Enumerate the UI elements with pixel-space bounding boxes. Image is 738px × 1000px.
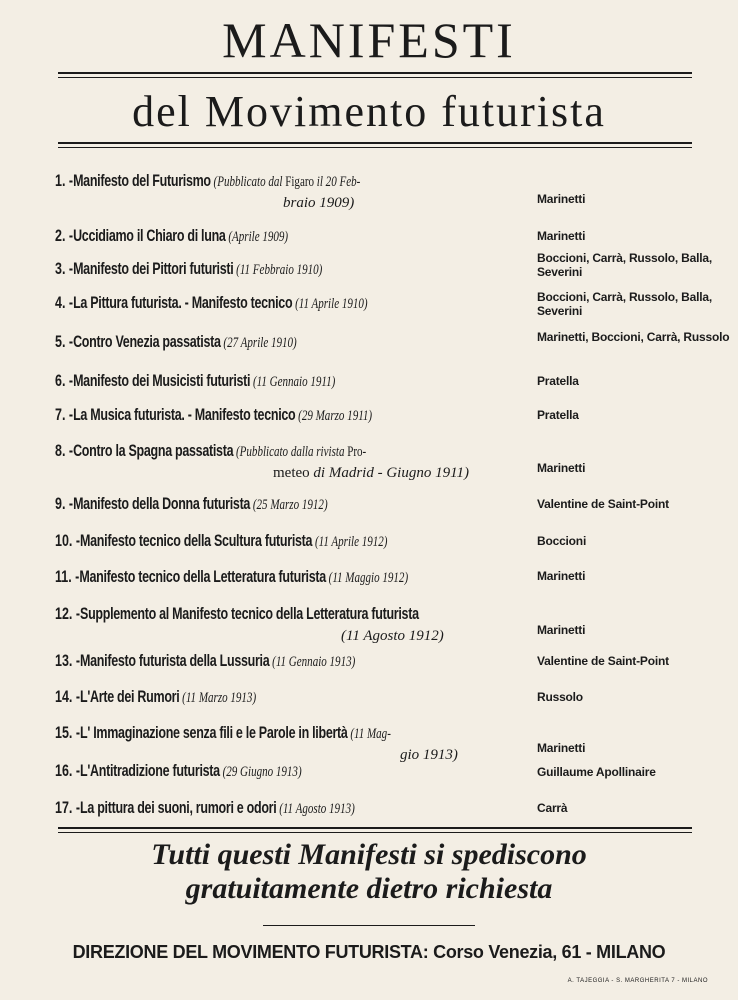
manifesto-number: 17. - <box>55 798 81 817</box>
poster-title: MANIFESTI <box>222 12 516 68</box>
manifesto-note: (27 Aprile 1910) <box>220 335 297 351</box>
manifesto-title: L'Arte dei Rumori <box>80 687 180 706</box>
manifesto-number: 3. - <box>55 259 74 278</box>
manifesto-number: 8. - <box>55 441 74 460</box>
manifesto-number: 11. - <box>55 567 80 586</box>
manifesto-number: 14. - <box>55 687 81 706</box>
manifesto-number: 4. - <box>55 293 74 312</box>
manifesto-title: Manifesto tecnico della Letteratura futurista <box>79 567 326 586</box>
manifesto-note: (11 Aprile 1912) <box>312 534 388 550</box>
manifesto-line <box>55 331 533 354</box>
manifesto-line <box>55 760 533 783</box>
manifesto-note-continued: meteo di Madrid - Giugno 1911) <box>273 465 469 481</box>
manifesto-number: 9. - <box>55 494 74 513</box>
manifesto-number: 12. - <box>55 604 81 623</box>
manifesto-line <box>55 530 533 553</box>
manifesto-number: 1. - <box>55 171 74 190</box>
manifesto-note-continued: braio 1909) <box>283 195 355 211</box>
manifesto-note: (11 Febbraio 1910) <box>233 262 323 278</box>
manifesto-number: 6. - <box>55 371 74 390</box>
title-rule-bottom <box>58 77 692 78</box>
manifesto-title: L' Immaginazione senza fili e le Parole in libertà <box>80 723 348 742</box>
manifesto-author: Boccioni, Carrà, Russolo, Balla, Severini <box>537 290 712 318</box>
poster-subtitle: del Movimento futurista <box>132 87 606 136</box>
manifesto-line <box>55 404 533 427</box>
manifesto-author: Marinetti, Boccioni, Carrà, Russolo <box>537 330 730 344</box>
manifesto-note: (29 Marzo 1911) <box>295 408 373 424</box>
manifesto-note-continued: gio 1913) <box>400 747 458 763</box>
manifesto-note: (29 Giugno 1913) <box>219 764 302 780</box>
manifesto-author: Marinetti <box>537 461 586 475</box>
manifesto-line <box>55 225 533 248</box>
manifesto-line <box>55 493 533 516</box>
manifesto-author: Marinetti <box>537 569 586 583</box>
manifesto-title: Manifesto del Futurismo <box>73 171 211 190</box>
manifesto-title: L'Antitradizione futurista <box>80 761 220 780</box>
manifesto-line <box>55 722 533 745</box>
manifesto-author: Pratella <box>537 408 579 422</box>
manifesto-number: 13. - <box>55 651 81 670</box>
manifesto-author: Boccioni <box>537 534 587 548</box>
manifesto-line <box>55 258 533 281</box>
manifesto-note: (11 Mag- <box>347 726 391 742</box>
manifesto-author: Marinetti <box>537 192 586 206</box>
manifesto-author: Guillaume Apollinaire <box>537 765 656 779</box>
manifesto-author: Pratella <box>537 374 579 388</box>
manifesto-note: (Aprile 1909) <box>225 229 289 245</box>
manifesto-line <box>55 292 533 315</box>
list-end-rule-top <box>58 827 692 829</box>
manifesto-note: (11 Agosto 1913) <box>276 801 355 817</box>
footer-notice <box>0 838 738 906</box>
subtitle-rule-top <box>58 142 692 144</box>
manifesto-author: Boccioni, Carrà, Russolo, Balla, Severini <box>537 251 712 279</box>
manifesto-line <box>55 686 533 709</box>
manifesto-note: (11 Marzo 1913) <box>179 690 257 706</box>
footer-divider <box>263 925 475 926</box>
manifesto-title: Uccidiamo il Chiaro di luna <box>73 226 226 245</box>
manifesto-line <box>55 566 533 589</box>
manifesto-title: Manifesto dei Musicisti futuristi <box>73 371 251 390</box>
manifesto-number: 5. - <box>55 332 74 351</box>
manifesto-title: Supplemento al Manifesto tecnico della Letteratura futurista <box>80 604 419 623</box>
manifesto-number: 15. - <box>55 723 81 742</box>
manifesto-note-source: Figaro <box>285 174 315 190</box>
manifesto-author: Valentine de Saint-Point <box>537 497 669 511</box>
manifesto-author: Russolo <box>537 690 583 704</box>
manifesto-note: (Pubblicato dal Figaro il 20 Feb- <box>210 174 361 190</box>
manifesto-note: (11 Gennaio 1911) <box>250 374 336 390</box>
manifesto-line <box>55 440 533 463</box>
manifesto-number: 16. - <box>55 761 81 780</box>
manifesto-title: La Pittura futurista. - Manifesto tecnico <box>73 293 293 312</box>
manifesto-title: Manifesto della Donna futurista <box>73 494 251 513</box>
manifesto-title: Manifesto dei Pittori futuristi <box>73 259 234 278</box>
printer-credit: A. TAJEGGIA - S. MARGHERITA 7 - MILANO <box>567 978 708 984</box>
manifesto-note: (11 Maggio 1912) <box>325 570 409 586</box>
manifesto-note: (11 Gennaio 1913) <box>269 654 356 670</box>
manifesto-author: Marinetti <box>537 229 586 243</box>
manifesto-note-source: meteo <box>273 465 310 481</box>
manifesto-title: Contro la Spagna passatista <box>73 441 234 460</box>
manifesto-author: Marinetti <box>537 741 586 755</box>
manifesto-title: Manifesto futurista della Lussuria <box>80 651 270 670</box>
footer-notice-line1: Tutti questi Manifesti si spediscono <box>151 838 587 871</box>
manifesto-note: (Pubblicato dalla rivista Pro- <box>233 444 367 460</box>
manifesto-author: Valentine de Saint-Point <box>537 654 669 668</box>
footer-notice-line2: gratuitamente dietro richiesta <box>185 872 553 905</box>
direction-address: DIREZIONE DEL MOVIMENTO FUTURISTA: Corso Venezia, 61 - MILANO <box>72 942 666 962</box>
manifesto-author: Marinetti <box>537 623 586 637</box>
manifesto-note: (25 Marzo 1912) <box>250 497 328 513</box>
manifesto-number: 2. - <box>55 226 74 245</box>
manifesto-line <box>55 170 533 193</box>
manifesto-title: Manifesto tecnico della Scultura futurista <box>80 531 313 550</box>
manifesto-title: Contro Venezia passatista <box>73 332 221 351</box>
manifesto-title: La pittura dei suoni, rumori e odori <box>80 798 277 817</box>
list-end-rule-bottom <box>58 832 692 833</box>
manifesto-line <box>55 603 533 626</box>
manifesto-line <box>55 370 533 393</box>
subtitle-rule-bottom <box>58 147 692 148</box>
manifesto-number: 7. - <box>55 405 74 424</box>
manifesto-note-source: Pro- <box>347 444 367 460</box>
manifesto-line <box>55 650 533 673</box>
manifesto-note-continued: (11 Agosto 1912) <box>341 628 444 644</box>
manifesto-title: La Musica futurista. - Manifesto tecnico <box>73 405 296 424</box>
manifesto-line <box>55 797 533 820</box>
manifesto-number: 10. - <box>55 531 81 550</box>
manifesto-author: Carrà <box>537 801 568 815</box>
manifesto-note: (11 Aprile 1910) <box>292 296 368 312</box>
title-rule-top <box>58 72 692 74</box>
